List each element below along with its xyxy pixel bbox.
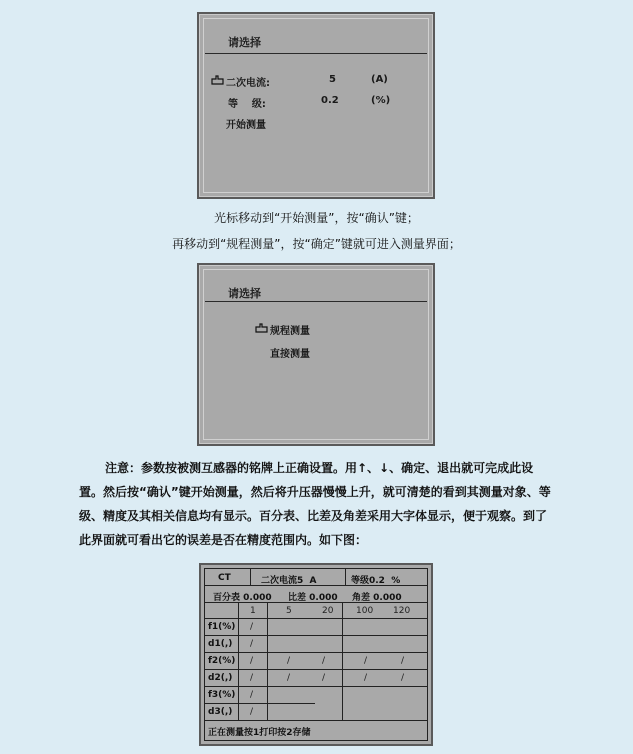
selection-screen-2 bbox=[197, 263, 435, 446]
screen-title: 请选择 bbox=[228, 287, 261, 300]
table-cell: / bbox=[250, 707, 254, 717]
row-label: d1(,) bbox=[208, 639, 233, 649]
accuracy-grade: 等级0.2 % bbox=[351, 576, 401, 586]
table-cell: / bbox=[401, 656, 405, 666]
table-cell: / bbox=[250, 673, 254, 683]
table-cell: / bbox=[364, 656, 368, 666]
current-label: 二次电流: bbox=[226, 78, 270, 89]
measurement-result-screen bbox=[199, 563, 433, 746]
instrument-type: CT bbox=[218, 573, 231, 583]
column-header: 5 bbox=[286, 606, 292, 616]
table-cell: / bbox=[287, 656, 291, 666]
row-label: f2(%) bbox=[208, 656, 236, 666]
column-header: 100 bbox=[356, 606, 374, 616]
selection-screen-1 bbox=[197, 12, 435, 199]
angle-error-readout: 角差 0.000 bbox=[352, 593, 402, 603]
pointing-hand-icon bbox=[211, 75, 224, 85]
grade-value[interactable]: 0.2 bbox=[321, 95, 339, 106]
current-unit: (A) bbox=[371, 74, 388, 85]
note-paragraph bbox=[79, 456, 557, 552]
table-cell: / bbox=[322, 673, 326, 683]
instruction-caption-2: 再移动到“规程测量”，按“确定”键就可进入测量界面； bbox=[172, 237, 461, 251]
row-label: f1(%) bbox=[208, 622, 236, 632]
ratio-error-readout: 比差 0.000 bbox=[288, 593, 338, 603]
title-divider bbox=[205, 53, 427, 54]
grade-label: 等 级: bbox=[228, 99, 266, 110]
percent-meter-readout: 百分表 0.000 bbox=[213, 593, 272, 603]
secondary-current: 二次电流5 A bbox=[261, 576, 317, 586]
table-cell: / bbox=[322, 656, 326, 666]
current-value[interactable]: 5 bbox=[329, 74, 336, 85]
table-cell: / bbox=[287, 673, 291, 683]
start-measure-option[interactable]: 开始测量 bbox=[226, 120, 266, 131]
row-label: d2(,) bbox=[208, 673, 233, 683]
screen-title: 请选择 bbox=[228, 36, 261, 49]
table-cell: / bbox=[250, 639, 254, 649]
row-label: d3(,) bbox=[208, 707, 233, 717]
column-header: 1 bbox=[250, 606, 256, 616]
column-header: 20 bbox=[322, 606, 334, 616]
note-text: 注意：参数按被测互感器的铭牌上正确设置。用↑、↓、确定、退出就可完成此设置。然后按“确认”键开始测量，然后将升压器慢慢上升，就可清楚的看到其测量对象、等级、精度及其相关信息均有显示。百分表、比差及角差采用大字体显示，便于观察。到了此界面就可看出它的误差是否在精度范围内。如下图： bbox=[79, 461, 551, 547]
direct-measure-option[interactable]: 直接测量 bbox=[270, 349, 310, 360]
table-cell: / bbox=[364, 673, 368, 683]
table-cell: / bbox=[250, 690, 254, 700]
column-header: 120 bbox=[393, 606, 411, 616]
title-divider bbox=[205, 301, 427, 302]
grade-unit: (%) bbox=[371, 95, 391, 106]
table-cell: / bbox=[250, 622, 254, 632]
instruction-caption-1: 光标移动到“开始测量”，按“确认”键； bbox=[214, 211, 419, 225]
regulation-measure-option[interactable]: 规程测量 bbox=[270, 326, 310, 337]
table-cell: / bbox=[250, 656, 254, 666]
table-cell: / bbox=[401, 673, 405, 683]
row-label: f3(%) bbox=[208, 690, 236, 700]
pointing-hand-icon bbox=[255, 323, 268, 333]
status-line: 正在测量按1打印按2存储 bbox=[208, 728, 311, 738]
